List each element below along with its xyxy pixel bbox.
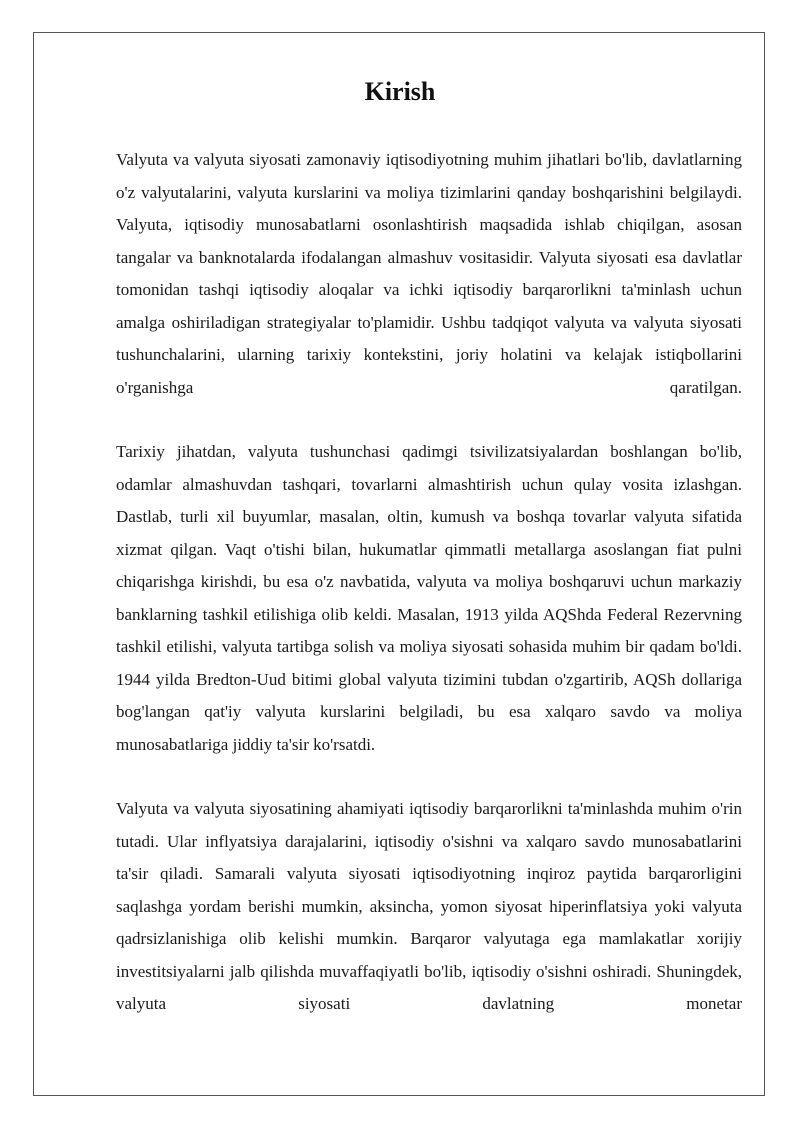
paragraph-intro: Valyuta va valyuta siyosati zamonaviy iqtisodiyotning muhim jihatlari bo'lib, davlatlarning o'z valyutalarini, valyuta kurslarini va moliya tizimlarini qanday boshqarishini belgilaydi. Valyuta, iqtisodiy munosabatlarni osonlashtirish maqsadida ishlab chiqilgan, asosan tangalar va banknotalarda ifodalangan almashuv vositasidir. Valyuta siyosati esa davlatlar tomonidan tashqi iqtisodiy aloqalar va ichki iqtisodiy barqarorlikni ta'minlash uchun amalga oshiriladigan strategiyalar to'plamidir. Ushbu tadqiqot valyuta va valyuta siyosati tushunchalarini, ularning tarixiy kontekstini, joriy holatini va kelajak istiqbollarini o'rganishga qaratilgan. — [116, 150, 742, 397]
paragraph-history: Tarixiy jihatdan, valyuta tushunchasi qadimgi tsivilizatsiyalardan boshlangan bo'lib, odamlar almashuvdan tashqari, tovarlarni almashtirish uchun qulay vosita izlashgan. Dastlab, turli xil buyumlar, masalan, oltin, kumush va boshqa tovarlar valyuta sifatida xizmat qilgan. Vaqt o'tishi bilan, hukumatlar qimmatli metallarga asoslangan fiat pulni chiqarishga kirishdi, bu esa o'z navbatida, valyuta va moliya boshqaruvi uchun markaziy banklarning tashkil etilishiga olib keldi. Masalan, 1913 yilda AQShda Federal Rezervning tashkil etilishi, valyuta tartibga solish va moliya siyosati sohasida muhim bir qadam bo'ldi. 1944 yilda Bredton-Uud bitimi global valyuta tizimini tubdan o'zgartirib, AQSh dollariga bog'langan qat'iy valyuta kurslarini belgiladi, bu esa xalqaro savdo va moliya munosabatlariga jiddiy ta'sir ko'rsatdi. — [116, 442, 742, 754]
page-title: Kirish — [364, 77, 436, 106]
paragraph-importance: Valyuta va valyuta siyosatining ahamiyati iqtisodiy barqarorlikni ta'minlashda muhim o'rin tutadi. Ular inflyatsiya darajalarini, iqtisodiy o'sishni va xalqaro savdo munosabatlarini ta'sir qiladi. Samarali valyuta siyosati iqtisodiyotning inqiroz paytida barqarorligini saqlashga yordam berishi mumkin, aksincha, yomon siyosat hiperinflatsiya yoki valyuta qadrsizlanishiga olib kelishi mumkin. Barqaror valyutaga ega mamlakatlar xorijiy investitsiyalarni jalb qilishda muvaffaqiyatli bo'lib, iqtisodiy o'sishni oshiradi. Shuningdek, valyuta siyosati davlatning monetar — [116, 799, 742, 1013]
document-body — [116, 144, 742, 1053]
